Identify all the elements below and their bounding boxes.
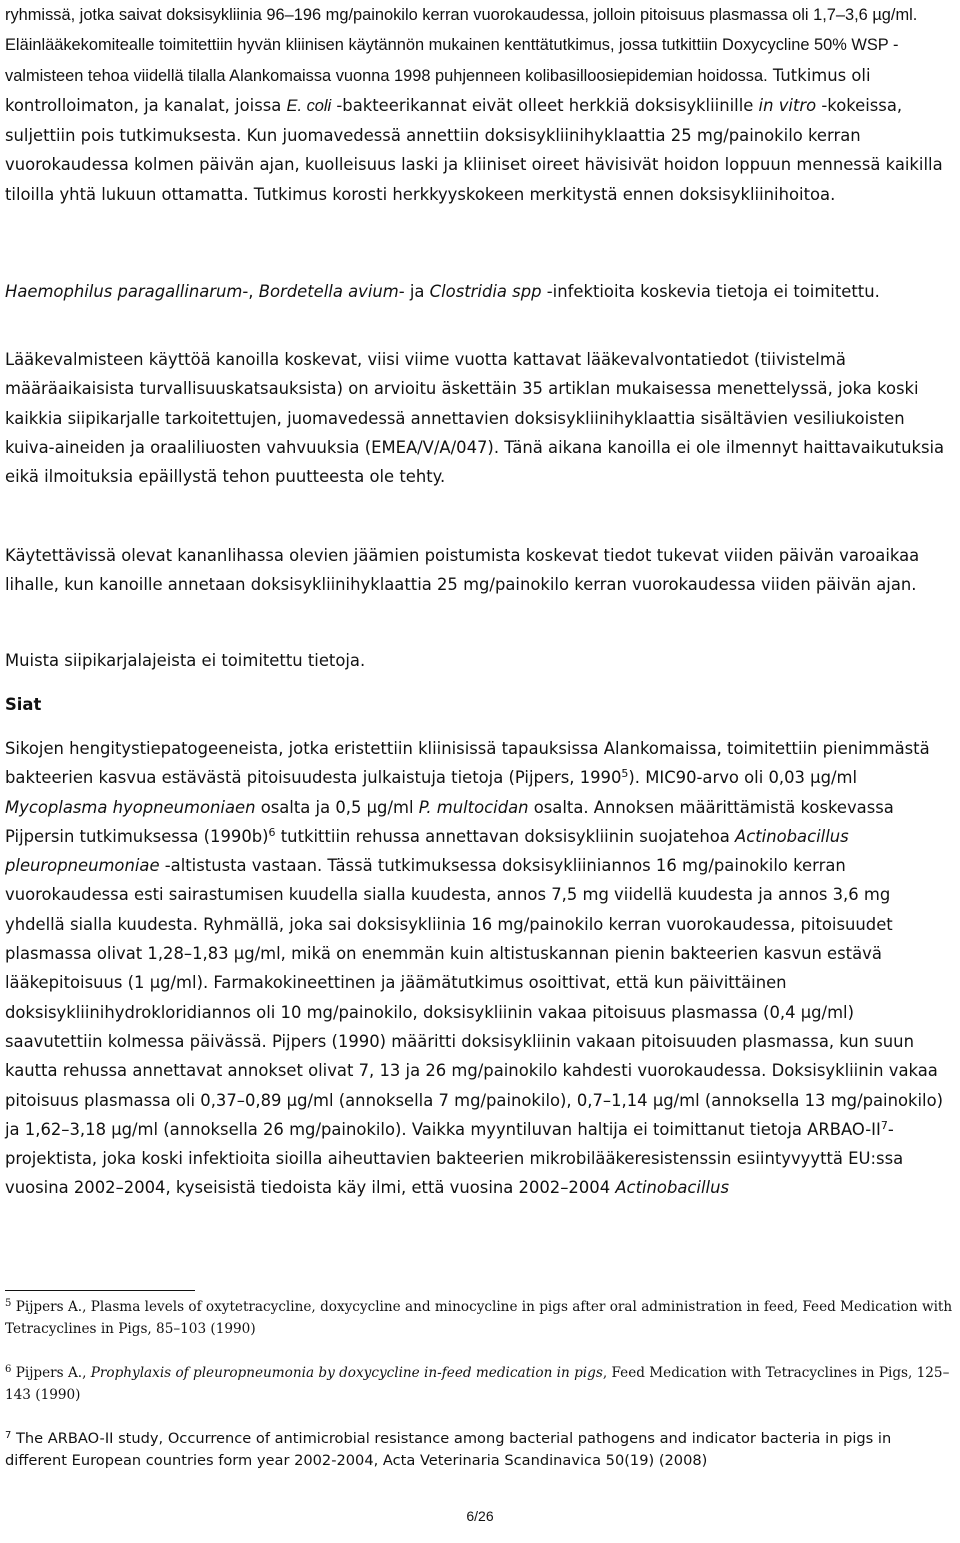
footnote-5	[5, 1296, 955, 1340]
text-run: -projektista, joka koski infektioita sioilla aiheuttavien bakteerien mikrobilääkeresistenssin esiintyvyyttä EU:ssa vuosina 2002–2004, kyseisistä tiedoista käy ilmi, että vuosina 2002–2004	[5, 1119, 904, 1198]
text-run: -,	[242, 282, 259, 301]
species-name: Bordetella avium	[258, 282, 399, 301]
text-run: osalta. Annoksen määrittämistä koskevassa Pijpersin tutkimuksessa (1990b)	[5, 797, 894, 846]
species-name: Actinobacillus	[615, 1178, 730, 1198]
footnote-number: 7	[5, 1430, 12, 1441]
paragraph-poultry-efficacy	[5, 0, 955, 209]
text-run: -bakteerikannat eivät olleet herkkiä doksisykliinille	[331, 95, 759, 115]
footnote-ref: 7	[880, 1118, 888, 1132]
paragraph-other-species: Muista siipikarjalajeista ei toimitettu tietoja.	[5, 651, 366, 670]
species-name: Mycoplasma hyopneumoniaen	[5, 797, 256, 817]
paragraph-pharmacovigilance: Lääkevalmisteen käyttöä kanoilla koskevat, viisi viime vuotta kattavat lääkevalvontatiedot (tiivistelmä määräaikaisista turvallisuuskatsauksista) on arvioitu äskettäin 35 artiklan mukaisessa menettelyssä, joka koski kaikkia siipikarjalle tarkoitettujen, juomavedessä annettavien doksisykliinihyklaattia sisältävien vesiliukoisten kuiva-aineiden ja oraaliliuosten vahvuuksia (EMEA/V/A/047). Tänä aikana kanoilla ei ole ilmennyt haittavaikutuksia eikä ilmoituksia epäillystä tehon puutteesta ole tehty.	[5, 350, 945, 487]
footnote-text: The ARBAO-II study, Occurrence of antimicrobial resistance among bacterial pathogens and indicator bacteria in pigs in different European countries form year 2002-2004, Acta Veterinaria Scandinavica 50(19) (2008)	[5, 1430, 892, 1469]
paragraph-residues: Käytettävissä olevat kananlihassa olevien jäämien poistumista koskevat tiedot tukevat viiden päivän varoaikaa lihalle, kun kanoille annetaan doksisykliinihyklaattia 25 mg/painokilo kerran vuorokaudessa viiden päivän ajan.	[5, 546, 920, 595]
text-run: Sikojen hengitystiepatogeeneista, jotka eristettiin kliinisissä tapauksissa Alankomaissa, toimitettiin pienimmästä bakteerien kasvua estävästä pitoisuudesta julkaistuja tietoja (Pijpers, 1990	[5, 739, 930, 788]
text-run: ryhmissä, jotka saivat doksisykliinia 96–196 mg/painokilo kerran vuorokaudessa, jolloin pitoisuus plasmassa oli 1,7–3,6 µg/ml. Eläinlääkekomitealle toimitettiin hyvän kliinisen käytännön mukainen kenttätutkimus, jossa tutkittiin Doxycycline 50% WSP -valmisteen tehoa viidellä tilalla Alankomaissa vuonna 1998 puhjenneen kolibasilloosiepidemian hoidossa.	[5, 6, 918, 85]
paragraph-pigs	[5, 734, 955, 1203]
species-name: Clostridia spp	[429, 282, 542, 301]
footnote-divider	[5, 1290, 195, 1291]
footnote-ref: 5	[621, 767, 629, 781]
page-number: 6/26	[466, 1508, 494, 1524]
text-run: tutkittiin rehussa annettavan doksisykliinin suojatehoa	[275, 826, 736, 846]
footnote-6	[5, 1362, 955, 1406]
species-name: Actinobacillus pleuropneumoniae	[5, 826, 849, 876]
text-run: -kokeissa, suljettiin pois tutkimuksesta. Kun juomavedessä annettiin doksisykliinihyklaattia 25 mg/painokilo kerran vuorokaudessa kolmen päivän ajan, kuolleisuus laski ja kliiniset oireet hävisivät hoidon loppuun mennessä kaikilla tiloilla yhtä lukuun ottamatta. Tutkimus korosti herkkyyskokeen merkitystä ennen doksisykliinihoitoa.	[5, 95, 943, 204]
species-name: Haemophilus paragallinarum	[5, 282, 243, 301]
footnote-title: Prophylaxis of pleuropneumonia by doxycycline in-feed medication in pigs	[90, 1365, 603, 1381]
text-run: - ja	[398, 282, 430, 301]
paragraph-other-infections	[5, 277, 880, 306]
footnote-text: , Feed Medication with Tetracyclines in Pigs, 125–143 (1990)	[5, 1365, 950, 1403]
footnote-number: 5	[5, 1298, 12, 1309]
text-run: ). MIC90-arvo oli 0,03 µg/ml	[628, 768, 858, 788]
footnote-number: 6	[5, 1364, 12, 1375]
species-name: P. multocidan	[418, 797, 529, 817]
text-run: Tutkimus oli kontrolloimaton, ja kanalat, joissa	[5, 65, 871, 115]
footnote-text: Pijpers A.,	[15, 1365, 91, 1381]
text-run: -infektioita koskevia tietoja ei toimitettu.	[541, 282, 880, 301]
footnote-7	[5, 1428, 955, 1472]
footnote-ref: 6	[268, 825, 276, 839]
text-run: -altistusta vastaan. Tässä tutkimuksessa doksisykliiniannos 16 mg/painokilo kerran vuorokaudessa esti sairastumisen kuudella sialla kuudesta, annos 7,5 mg viidellä kuudesta ja annos 3,6 mg yhdellä sialla kuudesta. Ryhmällä, joka sai doksisykliinia 16 mg/painokilo kerran vuorokaudessa, pitoisuudet plasmassa olivat 1,28–1,83 µg/ml, mikä on enemmän kuin altistuskannan pienin bakteerien kasvun estävä lääkepitoisuus (1 µg/ml). Farmakokineettinen ja jäämätutkimus osoittivat, että kun päivittäinen doksisykliinihydrokloridiannos oli 10 mg/painokilo, doksisykliinin vakaa pitoisuus plasmassa (0,4 µg/ml) saavutettiin kolmessa päivässä. Pijpers (1990) määritti doksisykliinin vakaan pitoisuuden plasmassa, kun suun kautta rehussa annettavat annokset olivat 7, 13 ja 26 mg/painokilo kahdesti vuorokaudessa. Doksisykliinin vakaa pitoisuus plasmassa oli 0,37–0,89 µg/ml (annoksella 7 mg/painokilo), 0,7–1,14 µg/ml (annoksella 13 mg/painokilo) ja 1,62–3,18 µg/ml (annoksella 26 mg/painokilo). Vaikka myyntiluvan haltija ei toimittanut tietoja ARBAO-II	[5, 856, 944, 1139]
footnote-text: Pijpers A., Plasma levels of oxytetracycline, doxycycline and minocycline in pigs after oral administration in feed, Feed Medication with Tetracyclines in Pigs, 85–103 (1990)	[5, 1299, 953, 1337]
text-run: osalta ja 0,5 µg/ml	[255, 797, 419, 817]
species-name: E. coli	[286, 96, 332, 115]
italic-term: in vitro	[758, 95, 817, 115]
section-heading: Siat	[5, 695, 42, 714]
